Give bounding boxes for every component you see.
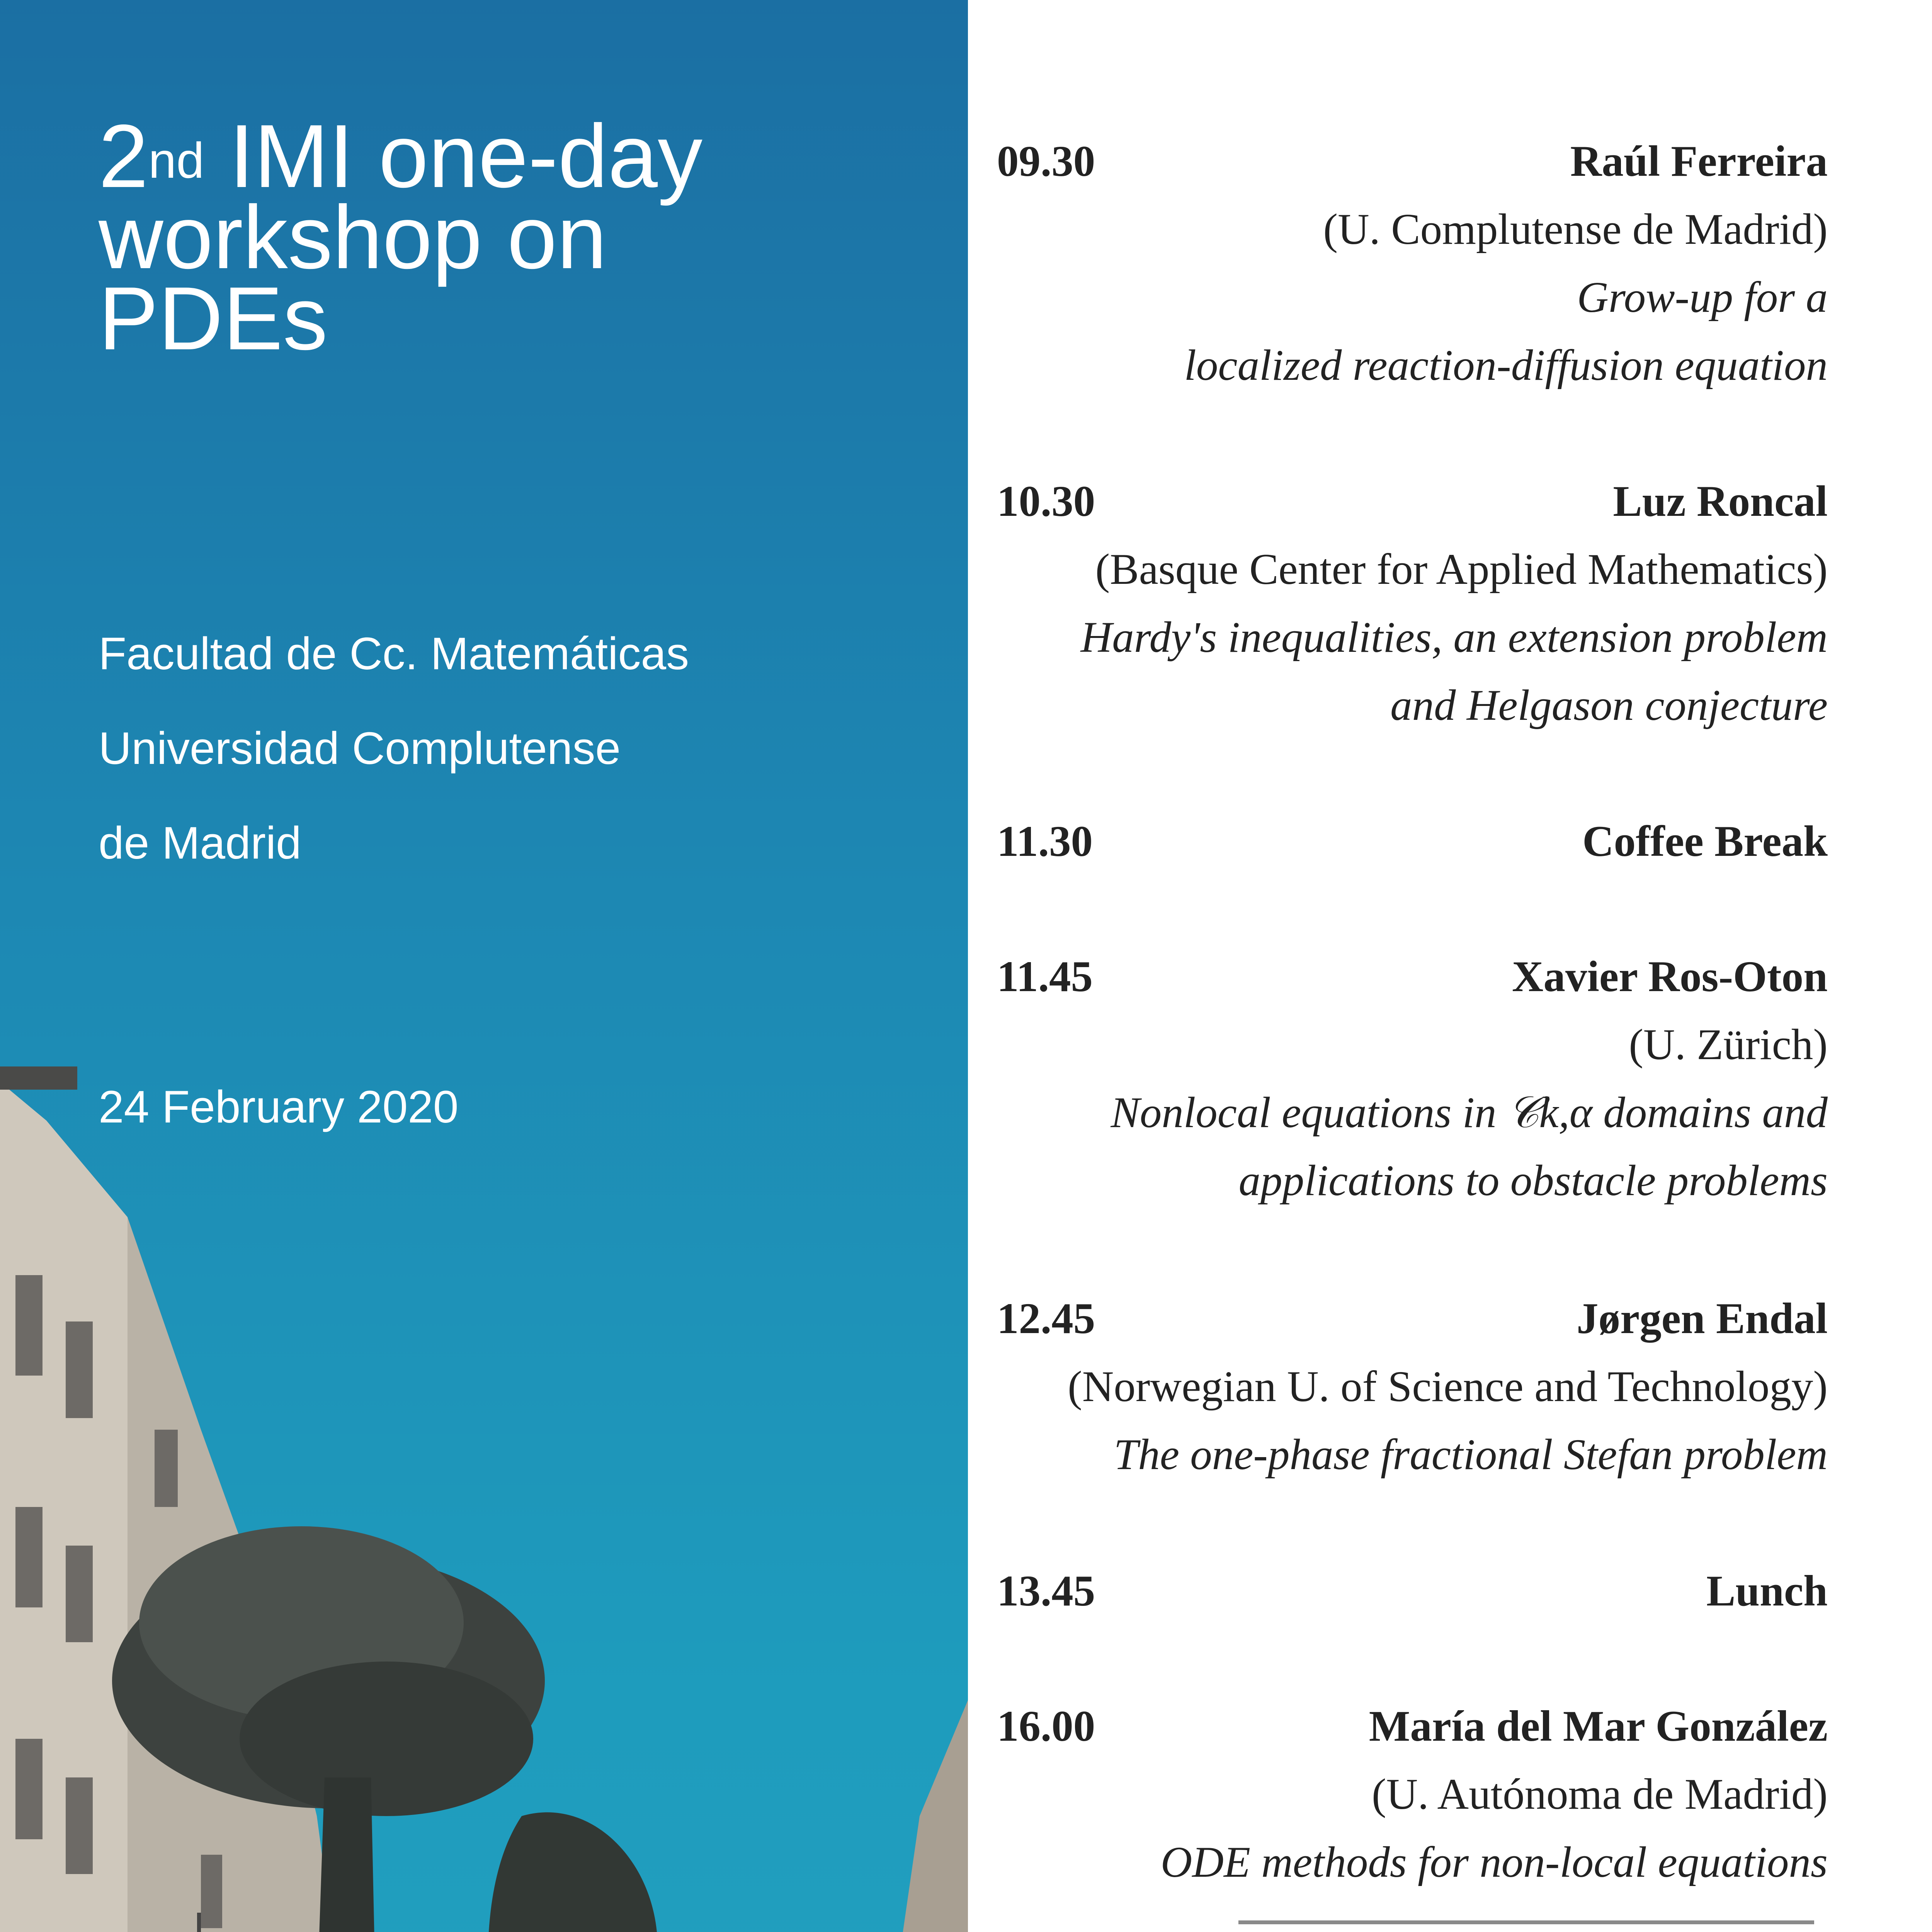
speaker-affiliation: (Norwegian U. of Science and Technology): [1068, 1362, 1828, 1411]
speaker-name: Xavier Ros-Oton: [1512, 952, 1828, 1001]
event-date: 24 February 2020: [99, 1082, 459, 1133]
title-line-2: workshop on: [99, 187, 607, 287]
session-time: 11.30: [997, 817, 1093, 866]
talk-title: The one-phase fractional Stefan problem: [1114, 1430, 1828, 1479]
schedule-item: [997, 128, 1828, 400]
session-time: 11.45: [997, 952, 1093, 1001]
session-time: 12.45: [997, 1294, 1095, 1343]
title-ordinal-suffix: nd: [148, 132, 204, 189]
break-label: Lunch: [1706, 1567, 1828, 1615]
schedule-item: [997, 808, 1828, 876]
session-time: 09.30: [997, 137, 1095, 185]
speaker-name: María del Mar González: [1369, 1702, 1828, 1750]
speaker-name: Jørgen Endal: [1577, 1294, 1828, 1343]
workshop-title: [99, 106, 703, 369]
session-time: 10.30: [997, 477, 1095, 526]
schedule-item: [997, 1285, 1828, 1489]
venue-line-1: Facultad de Cc. Matemáticas: [99, 628, 689, 679]
talk-title: ODE methods for non-local equations: [1160, 1838, 1828, 1886]
title-line-3: PDEs: [99, 269, 328, 369]
talk-title: Nonlocal equations in 𝒞k,α domains and applications to obstacle problems: [1111, 1088, 1828, 1205]
speaker-affiliation: (U. Autónoma de Madrid): [1372, 1770, 1828, 1818]
speaker-affiliation: (U. Complutense de Madrid): [1323, 205, 1828, 253]
schedule-item: [997, 1557, 1828, 1625]
schedule-item: [997, 468, 1828, 740]
title-line-1: 2nd IMI one-day: [99, 106, 703, 206]
schedule-panel: [968, 0, 1932, 1932]
session-time: 16.00: [997, 1702, 1095, 1750]
speaker-affiliation: (Basque Center for Applied Mathematics): [1095, 545, 1828, 594]
talk-title: Hardy's inequalities, an extension problem and Helgason conjecture: [1080, 613, 1828, 730]
schedule-item: [997, 1692, 1828, 1896]
talk-title: Grow-up for a localized reaction-diffusion equation: [1184, 273, 1828, 389]
break-label: Coffee Break: [1582, 817, 1828, 866]
session-time: 13.45: [997, 1567, 1095, 1615]
speaker-name: Raúl Ferreira: [1570, 137, 1828, 185]
venue: [99, 607, 689, 891]
venue-line-2: Universidad Complutense: [99, 723, 621, 774]
venue-line-3: de Madrid: [99, 818, 301, 869]
divider: [1238, 1920, 1814, 1924]
schedule-item: [997, 943, 1828, 1215]
speaker-name: Luz Roncal: [1613, 477, 1828, 526]
speaker-affiliation: (U. Zürich): [1629, 1020, 1828, 1069]
